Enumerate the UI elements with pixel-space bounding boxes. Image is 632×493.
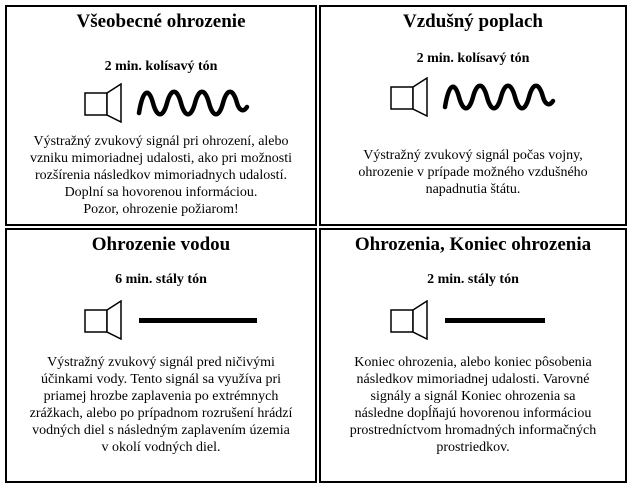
siren-wave-icon [389,77,559,117]
flat-line-icon [139,318,257,323]
description-line: Doplní sa hovorenou informáciou. [64,185,258,200]
wave-icon [445,86,553,109]
speaker-icon [85,301,121,339]
siren-wave-icon [83,83,253,123]
warning-signals-grid [5,5,627,483]
tone-label: 2 min. kolísavý tón [416,51,530,66]
siren-flat-icon [389,300,569,340]
description-line: vzniku mimoriadnej udalosti, ako pri možnosti [29,151,293,166]
signal-card-air-raid [319,5,627,226]
description-line: Koniec ohrozenia, alebo koniec pôsobenia [354,355,592,370]
description-line: vodných diel s následným zaplavením územia [32,423,290,438]
description-line: prostriedkov. [436,440,510,455]
tone-label: 6 min. stály tón [115,272,207,287]
description-line: priamej hrozbe zaplavenia po extrémnych [43,389,279,404]
description-line: ohrozenie v prípade možného vzdušného [358,165,588,180]
card-title: Ohrozenie vodou [91,234,231,255]
description-line: Výstražný zvukový signál počas vojny, [363,148,583,163]
signal-card-flood-threat [5,228,317,483]
card-description [327,147,619,198]
card-description [327,354,619,456]
description-line: prostredníctvom hromadných informačných [349,423,597,438]
tone-label: 2 min. stály tón [427,272,519,287]
speaker-icon [85,84,121,122]
description-line: účinkami vody. Tento signál sa využíva pri [40,372,282,387]
description-line: v okolí vodných diel. [101,440,221,455]
flat-line-icon [445,318,545,323]
card-description [13,133,309,218]
speaker-icon [391,78,427,116]
description-line: zrážkach, alebo po prípadnom rozrušení hrádzí [29,406,293,421]
signal-card-general-threat [5,5,317,226]
description-line: rozšírenia následkov mimoriadnych udalostí. [35,168,287,183]
description-line: Pozor, ohrozenie požiarom! [83,202,239,217]
tone-label: 2 min. kolísavý tón [104,59,218,74]
speaker-icon [391,301,427,339]
description-line: Výstražný zvukový signál pred ničivými [47,355,275,370]
description-line: napadnutia štátu. [425,182,521,197]
card-description [13,354,309,456]
card-title: Ohrozenia, Koniec ohrozenia [354,234,592,255]
signal-card-end-of-threat [319,228,627,483]
description-line: Výstražný zvukový signál pri ohrození, alebo [33,134,289,149]
card-title: Všeobecné ohrozenie [76,11,246,32]
description-line: signály a signál Koniec ohrozenia sa [370,389,576,404]
siren-flat-icon [83,300,263,340]
description-line: následne dopĺňajú hovorenou informáciou [354,406,592,421]
card-title: Vzdušný poplach [403,11,543,32]
description-line: následkov mimoriadnej udalosti. Varovné [356,372,590,387]
wave-icon [139,92,247,115]
